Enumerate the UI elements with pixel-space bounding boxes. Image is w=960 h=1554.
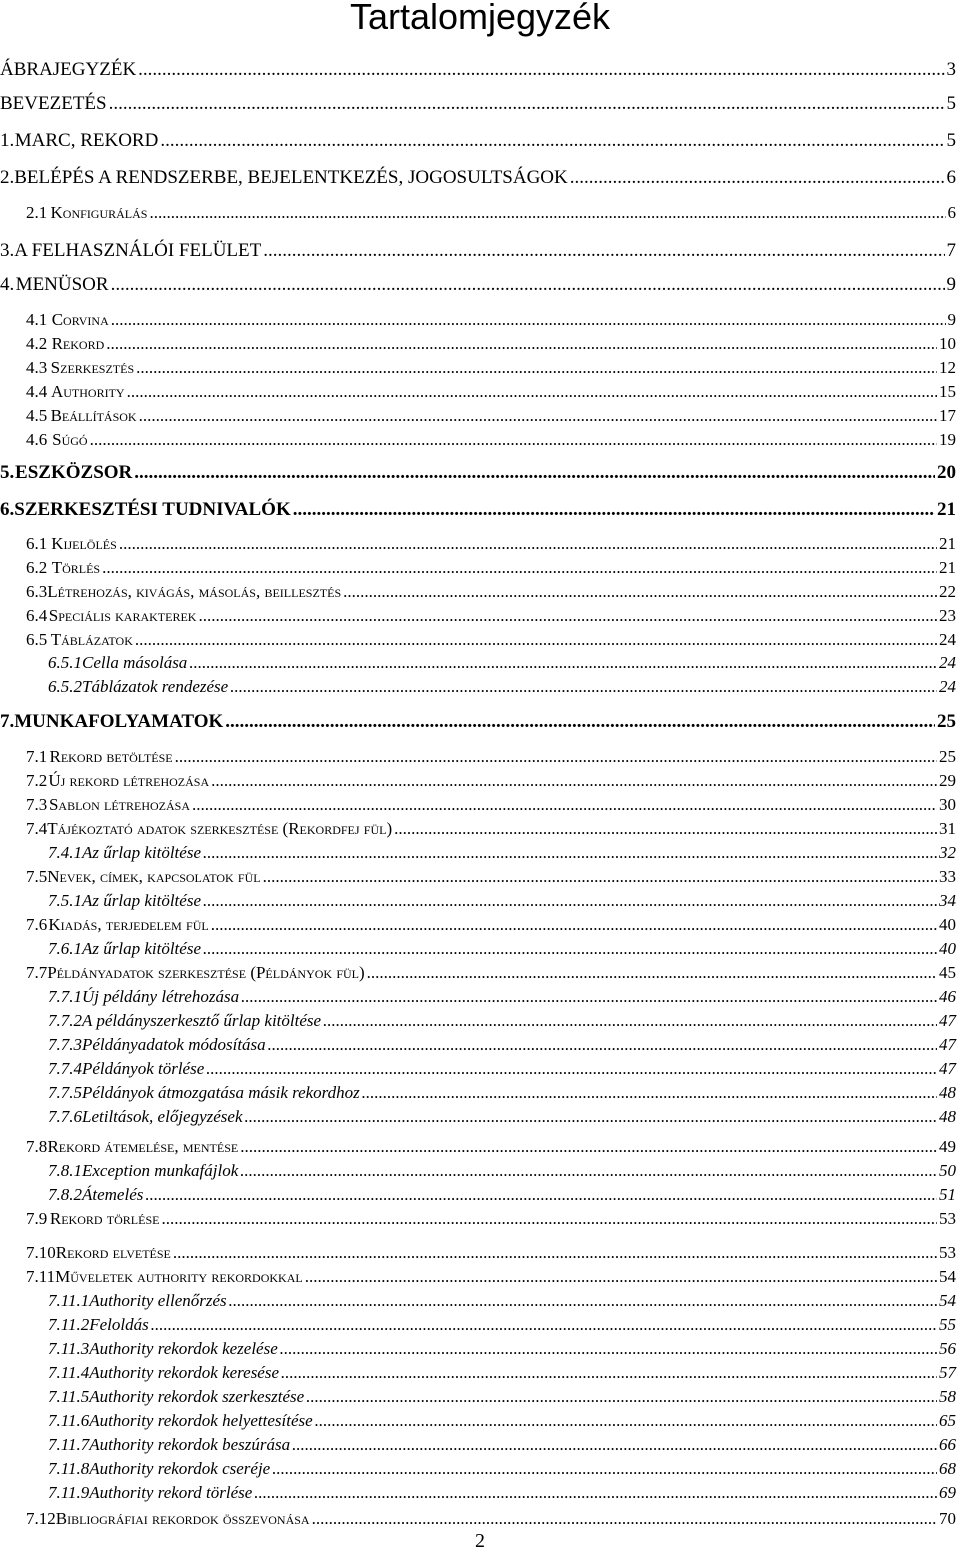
toc-entry-title: Rekord [51, 334, 105, 353]
toc-entry-title: Sablon létrehozása [48, 795, 190, 814]
toc-entry-page: 15 [939, 382, 956, 401]
toc-entry-title: Súgó [52, 430, 88, 449]
toc-entry[interactable] [0, 711, 956, 733]
toc-entry[interactable] [26, 406, 956, 426]
toc-dot-leader [175, 747, 937, 767]
toc-entry-title: Az űrlap kitöltése [82, 939, 201, 958]
toc-entry-page: 58 [939, 1387, 956, 1406]
toc-entry-title: Cella másolása [82, 653, 188, 672]
toc-entry-page: 29 [939, 771, 956, 790]
toc-entry-title: Authority rekordok beszúrása [89, 1435, 291, 1454]
toc-dot-leader [241, 987, 937, 1007]
toc-entry[interactable] [26, 334, 956, 354]
toc-dot-leader [161, 1209, 937, 1229]
toc-entry-title: Speciális karakterek [48, 606, 197, 625]
toc-entry-number: 7.7.1 [48, 987, 82, 1006]
toc-entry-page: 6 [946, 167, 956, 188]
toc-entry-title: Konfigurálás [50, 203, 148, 222]
toc-entry[interactable] [48, 653, 956, 673]
toc-entry-number: 4.4 [26, 382, 48, 401]
toc-dot-leader [203, 939, 937, 959]
toc-entry[interactable] [48, 1459, 956, 1479]
toc-dot-leader [312, 1509, 937, 1529]
toc-entry[interactable] [26, 558, 956, 578]
toc-dot-leader [192, 795, 937, 815]
toc-entry-number: 4.1 [26, 310, 48, 329]
toc-dot-leader [206, 1059, 937, 1079]
toc-entry-page: 54 [939, 1291, 956, 1310]
toc-entry-title: MARC, REKORD [14, 130, 159, 151]
toc-entry-title: Példányok törlése [82, 1059, 205, 1078]
toc-entry-number: 6.4 [26, 606, 48, 625]
toc-entry-number: 3. [0, 240, 15, 261]
toc-entry[interactable] [48, 1315, 956, 1335]
toc-entry[interactable] [48, 1185, 956, 1205]
toc-entry-page: 5 [946, 130, 956, 151]
toc-entry-number: 7.12 [26, 1509, 56, 1528]
toc-entry-title: Átemelés [82, 1185, 144, 1204]
toc-entry[interactable] [26, 382, 956, 402]
toc-dot-leader [111, 274, 945, 296]
toc-entry-page: 9 [947, 310, 956, 329]
toc-entry-number: 7.11.9 [48, 1483, 90, 1502]
toc-entry[interactable] [48, 1483, 956, 1503]
toc-entry-page: 3 [946, 59, 956, 80]
toc-entry[interactable] [26, 1209, 956, 1229]
toc-dot-leader [280, 1339, 937, 1359]
toc-entry-page: 5 [946, 93, 956, 114]
toc-entry[interactable] [48, 987, 956, 1007]
toc-entry[interactable] [26, 819, 956, 839]
toc-entry-number: 7.7.2 [48, 1011, 82, 1030]
toc-entry-number: 2. [0, 167, 15, 188]
toc-dot-leader [138, 59, 944, 81]
toc-entry-title: Beállítások [50, 406, 137, 425]
toc-dot-leader [198, 606, 937, 626]
toc-entry-page: 30 [939, 795, 956, 814]
toc-entry[interactable] [48, 1083, 956, 1103]
toc-entry-title: Példányadatok módosítása [82, 1035, 266, 1054]
toc-dot-leader [149, 203, 945, 223]
toc-entry-page: 40 [939, 939, 956, 958]
toc-entry-page: 19 [939, 430, 956, 449]
toc-entry-number: 7.4 [26, 819, 48, 838]
toc-entry[interactable] [26, 915, 956, 935]
toc-entry-number: 7.8.1 [48, 1161, 82, 1180]
toc-entry-title: Kiadás, terjedelem fül [48, 915, 209, 934]
toc-entry[interactable] [48, 1059, 956, 1079]
toc-entry-number: 7.7.6 [48, 1107, 82, 1126]
toc-entry-title: Rekord elvetése [55, 1243, 171, 1262]
toc-entry-page: 22 [939, 582, 956, 601]
toc-entry[interactable] [48, 1363, 956, 1383]
toc-entry-title: Corvina [51, 310, 109, 329]
toc-entry-number: 7.11 [26, 1267, 56, 1286]
toc-entry-page: 66 [939, 1435, 956, 1454]
toc-entry-page: 25 [937, 711, 956, 732]
toc-dot-leader [160, 130, 944, 152]
toc-entry-number: 7.11.4 [48, 1363, 90, 1382]
toc-entry-page: 24 [939, 630, 956, 649]
toc-entry-page: 57 [939, 1363, 956, 1382]
toc-entry-title: Authority rekordok helyettesítése [89, 1411, 313, 1430]
toc-entry-page: 56 [939, 1339, 956, 1358]
toc-dot-leader [229, 1291, 937, 1311]
toc-entry-number: 7.7.4 [48, 1059, 82, 1078]
toc-dot-leader [268, 1035, 937, 1055]
toc-entry[interactable] [26, 867, 956, 887]
toc-entry[interactable] [48, 1411, 956, 1431]
toc-entry[interactable] [0, 499, 956, 521]
toc-dot-leader [306, 1387, 937, 1407]
toc-entry-number: 4.3 [26, 358, 48, 377]
toc-entry-number: 7.4.1 [48, 843, 82, 862]
toc-dot-leader [367, 963, 937, 983]
toc-entry-page: 48 [939, 1083, 956, 1102]
toc-entry-page: 9 [946, 274, 956, 295]
toc-entry[interactable] [26, 203, 956, 223]
toc-dot-leader [111, 310, 946, 330]
toc-entry-number: 7.7.5 [48, 1083, 82, 1102]
toc-dot-leader [151, 1315, 937, 1335]
toc-dot-leader [211, 915, 937, 935]
toc-dot-leader [292, 1435, 937, 1455]
toc-entry-page: 17 [939, 406, 956, 425]
toc-entry[interactable] [26, 1243, 956, 1263]
toc-entry-title: Nevek, címek, kapcsolatok fül [47, 867, 261, 886]
toc-entry-title: ESZKÖZSOR [15, 462, 133, 483]
toc-entry-number: 2.1 [26, 203, 48, 222]
toc-entry-title: Táblázatok [50, 630, 133, 649]
toc-entry-title: Authority rekord törlése [89, 1483, 253, 1502]
toc-entry-page: 70 [939, 1509, 956, 1528]
toc-dot-leader [293, 499, 935, 521]
toc-entry-number: 7.9 [26, 1209, 48, 1228]
toc-dot-leader [240, 1137, 937, 1157]
toc-entry-title: Authority [50, 382, 125, 401]
toc-entry-number: 7. [0, 711, 15, 732]
toc-entry-title: Authority rekordok cseréje [89, 1459, 271, 1478]
toc-entry-title: Új rekord létrehozása [48, 771, 210, 790]
toc-entry-title: Kijelölés [51, 534, 117, 553]
toc-entry-title: MUNKAFOLYAMATOK [14, 711, 224, 732]
toc-entry-title: SZERKESZTÉSI TUDNIVALÓK [14, 499, 291, 520]
toc-entry-number: 1. [0, 130, 15, 151]
toc-entry-number: 7.7 [26, 963, 48, 982]
toc-entry[interactable] [48, 1011, 956, 1031]
toc-entry-title: Bibliográfiai rekordok összevonása [55, 1509, 310, 1528]
toc-entry-page: 47 [939, 1059, 956, 1078]
toc-entry[interactable] [26, 1509, 956, 1529]
toc-entry[interactable] [26, 1137, 956, 1157]
toc-entry-number: 4.6 [26, 430, 48, 449]
toc-entry[interactable] [26, 795, 956, 815]
toc-entry-page: 54 [939, 1267, 956, 1286]
toc-entry-title: Példányadatok szerkesztése (Példányok fül) [47, 963, 365, 982]
toc-dot-leader [203, 843, 937, 863]
toc-entry-page: 69 [939, 1483, 956, 1502]
toc-entry-page: 21 [937, 499, 956, 520]
toc-entry-page: 21 [939, 534, 956, 553]
toc-entry[interactable] [48, 1291, 956, 1311]
toc-dot-leader [90, 430, 937, 450]
toc-entry-page: 47 [939, 1035, 956, 1054]
toc-entry-title: BEVEZETÉS [0, 93, 107, 114]
toc-dot-leader [134, 462, 935, 484]
toc-entry-title: Törlés [51, 558, 101, 577]
toc-entry[interactable] [26, 534, 956, 554]
toc-entry[interactable] [26, 582, 956, 602]
toc-entry-page: 51 [939, 1185, 956, 1204]
toc-entry[interactable] [48, 1107, 956, 1127]
toc-dot-leader [109, 93, 945, 115]
toc-entry[interactable] [26, 747, 956, 767]
toc-entry[interactable] [26, 1267, 956, 1287]
toc-entry-number: 7.11.5 [48, 1387, 90, 1406]
toc-entry-title: Szerkesztés [50, 358, 135, 377]
toc-dot-leader [263, 867, 937, 887]
toc-entry-number: 7.11.6 [48, 1411, 90, 1430]
toc-entry-page: 12 [939, 358, 956, 377]
toc-entry-number: 6.2 [26, 558, 48, 577]
toc-entry-page: 34 [939, 891, 956, 910]
toc-entry-title: Tájékoztató adatok szerkesztése (Rekordfej fül) [47, 819, 393, 838]
toc-entry-title: Authority ellenőrzés [89, 1291, 227, 1310]
toc-entry[interactable] [26, 310, 956, 330]
toc-entry-title: Táblázatok rendezése [82, 677, 229, 696]
toc-entry-page: 68 [939, 1459, 956, 1478]
toc-entry-page: 49 [939, 1137, 956, 1156]
toc-dot-leader [394, 819, 937, 839]
toc-entry-page: 7 [946, 240, 956, 261]
toc-dot-leader [136, 358, 937, 378]
toc-entry-page: 32 [939, 843, 956, 862]
toc-dot-leader [254, 1483, 937, 1503]
toc-dot-leader [173, 1243, 937, 1263]
toc-dot-leader [106, 334, 937, 354]
toc-entry-number: 7.6 [26, 915, 48, 934]
toc-entry-page: 31 [939, 819, 956, 838]
toc-entry-page: 53 [939, 1209, 956, 1228]
toc-entry-number: 5. [0, 462, 15, 483]
toc-entry[interactable] [0, 167, 956, 189]
toc-dot-leader [272, 1459, 937, 1479]
toc-entry-number: 7.8.2 [48, 1185, 82, 1204]
toc-dot-leader [119, 534, 937, 554]
toc-entry-page: 23 [939, 606, 956, 625]
toc-entry[interactable] [0, 59, 956, 81]
toc-entry-page: 45 [939, 963, 956, 982]
page-title: Tartalomjegyzék [349, 0, 611, 37]
toc-entry-title: Műveletek authority rekordokkal [55, 1267, 303, 1286]
toc-entry-page: 10 [939, 334, 956, 353]
toc-dot-leader [343, 582, 937, 602]
toc-entry-title: Rekord betöltése [49, 747, 173, 766]
toc-entry-number: 7.5 [26, 867, 48, 886]
toc-entry-title: Az űrlap kitöltése [82, 891, 201, 910]
toc-entry-number: 7.5.1 [48, 891, 82, 910]
toc-entry[interactable] [0, 240, 956, 262]
toc-dot-leader [127, 382, 937, 402]
toc-entry-title: Példányok átmozgatása másik rekordhoz [82, 1083, 360, 1102]
toc-entry-title: Új példány létrehozása [82, 987, 240, 1006]
toc-entry-page: 46 [939, 987, 956, 1006]
toc-entry-title: A FELHASZNÁLÓI FELÜLET [14, 240, 262, 261]
toc-entry-number: 6.1 [26, 534, 48, 553]
toc-dot-leader [225, 711, 935, 733]
toc-dot-leader [240, 1161, 937, 1181]
toc-entry-title: BELÉPÉS A RENDSZERBE, BEJELENTKEZÉS, JOGOSULTSÁGOK [14, 167, 568, 188]
toc-dot-leader [189, 653, 937, 673]
toc-entry-page: 48 [939, 1107, 956, 1126]
toc-entry-number: 6. [0, 499, 15, 520]
toc-entry[interactable] [48, 1435, 956, 1455]
toc-entry-title: Authority rekordok kezelése [89, 1339, 278, 1358]
toc-entry-title: Authority rekordok keresése [89, 1363, 280, 1382]
toc-entry[interactable] [26, 430, 956, 450]
toc-entry-number: 7.1 [26, 747, 48, 766]
toc-dot-leader [211, 771, 937, 791]
toc-entry-title: Az űrlap kitöltése [82, 843, 201, 862]
toc-entry-page: 50 [939, 1161, 956, 1180]
toc-entry-page: 25 [939, 747, 956, 766]
toc-entry-number: 4. [0, 274, 15, 295]
toc-dot-leader [145, 1185, 937, 1205]
toc-entry-title: Létrehozás, kivágás, másolás, beillesztés [47, 582, 342, 601]
toc-entry-page: 55 [939, 1315, 956, 1334]
toc-entry-page: 65 [939, 1411, 956, 1430]
toc-entry-title: ÁBRAJEGYZÉK [0, 59, 137, 80]
toc-dot-leader [362, 1083, 937, 1103]
toc-entry-number: 7.11.8 [48, 1459, 90, 1478]
toc-dot-leader [102, 558, 937, 578]
toc-entry[interactable] [26, 358, 956, 378]
toc-entry[interactable] [26, 606, 956, 626]
toc-entry[interactable] [26, 963, 956, 983]
toc-dot-leader [203, 891, 937, 911]
toc-entry[interactable] [26, 771, 956, 791]
toc-dot-leader [281, 1363, 937, 1383]
toc-entry-page: 20 [937, 462, 956, 483]
toc-entry-title: MENÜSOR [15, 274, 109, 295]
toc-entry-title: Letiltások, előjegyzések [82, 1107, 243, 1126]
toc-entry-page: 24 [939, 653, 956, 672]
toc-dot-leader [245, 1107, 937, 1127]
toc-entry-number: 6.3 [26, 582, 48, 601]
toc-entry[interactable] [48, 939, 956, 959]
toc-dot-leader [135, 630, 937, 650]
toc-entry[interactable] [48, 1161, 956, 1181]
toc-entry[interactable] [0, 130, 956, 152]
toc-entry[interactable] [0, 462, 956, 484]
toc-entry-number: 6.5 [26, 630, 48, 649]
toc-entry-number: 7.7.3 [48, 1035, 82, 1054]
toc-entry-page: 53 [939, 1243, 956, 1262]
toc-entry-page: 6 [947, 203, 956, 222]
toc-entry[interactable] [48, 677, 956, 697]
toc-entry-number: 7.10 [26, 1243, 56, 1262]
toc-entry-page: 47 [939, 1011, 956, 1030]
toc-dot-leader [230, 677, 937, 697]
toc-entry-number: 7.6.1 [48, 939, 82, 958]
toc-entry-number: 7.11.1 [48, 1291, 90, 1310]
toc-dot-leader [323, 1011, 937, 1031]
toc-entry-number: 7.11.3 [48, 1339, 90, 1358]
toc-entry-number: 4.2 [26, 334, 48, 353]
toc-entry[interactable] [0, 274, 956, 296]
toc-entry-title: Rekord törlése [49, 1209, 160, 1228]
toc-entry-title: Exception munkafájlok [82, 1161, 239, 1180]
toc-entry-number: 6.5.2 [48, 677, 82, 696]
toc-entry-page: 21 [939, 558, 956, 577]
toc-dot-leader [139, 406, 937, 426]
toc-entry[interactable] [26, 630, 956, 650]
toc-entry-page: 24 [939, 677, 956, 696]
toc-entry[interactable] [48, 891, 956, 911]
toc-entry-page: 33 [939, 867, 956, 886]
toc-entry-number: 7.11.7 [48, 1435, 90, 1454]
toc-entry-number: 4.5 [26, 406, 48, 425]
toc-entry-title: Feloldás [89, 1315, 149, 1334]
toc-dot-leader [570, 167, 945, 189]
toc-dot-leader [315, 1411, 937, 1431]
toc-entry[interactable] [48, 1339, 956, 1359]
page-number: 2 [475, 1530, 485, 1552]
toc-entry[interactable] [0, 93, 956, 115]
toc-entry-title: A példányszerkesztő űrlap kitöltése [82, 1011, 322, 1030]
toc-entry-number: 7.3 [26, 795, 48, 814]
toc-entry[interactable] [48, 843, 956, 863]
toc-entry-title: Rekord átemelése, mentése [47, 1137, 239, 1156]
toc-entry-page: 40 [939, 915, 956, 934]
toc-entry-number: 6.5.1 [48, 653, 82, 672]
toc-entry-number: 7.2 [26, 771, 48, 790]
toc-entry-title: Authority rekordok szerkesztése [89, 1387, 305, 1406]
toc-entry[interactable] [48, 1035, 956, 1055]
toc-entry-number: 7.11.2 [48, 1315, 90, 1334]
toc-dot-leader [263, 240, 944, 262]
toc-entry[interactable] [48, 1387, 956, 1407]
toc-dot-leader [305, 1267, 937, 1287]
toc-entry-number: 7.8 [26, 1137, 48, 1156]
